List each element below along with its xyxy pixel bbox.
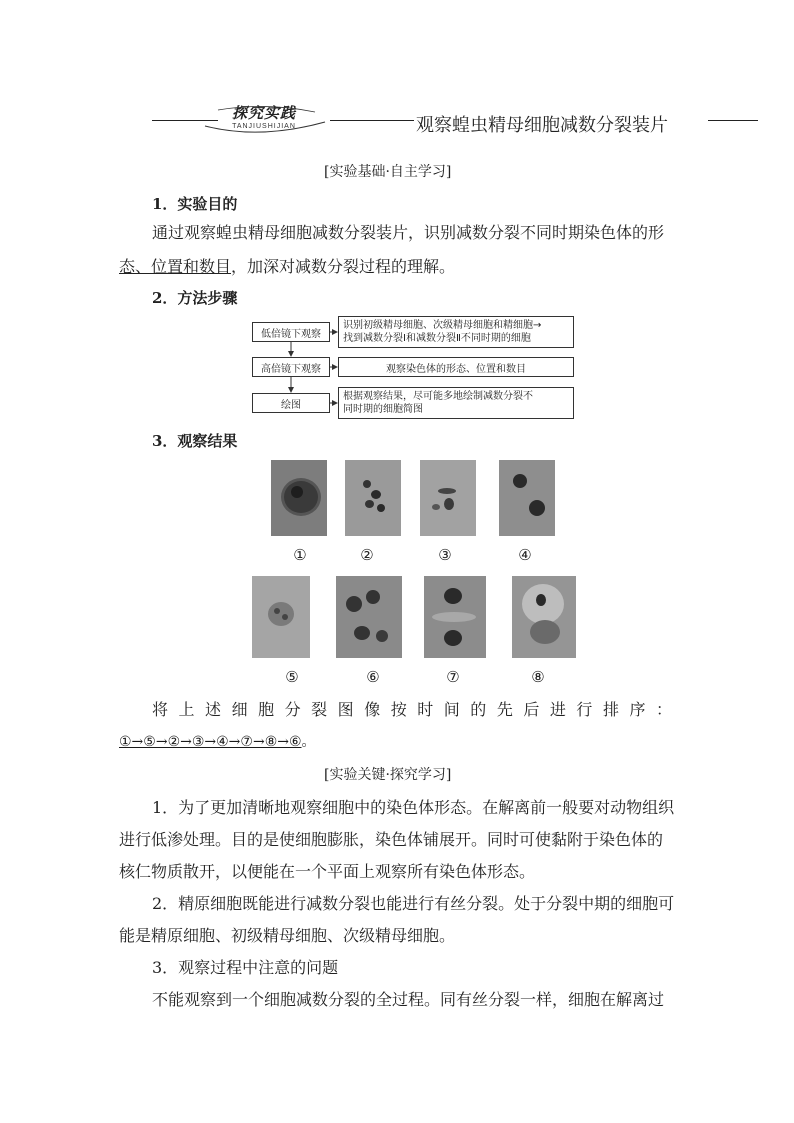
header-rule-right <box>708 120 758 121</box>
micrograph-1 <box>271 460 327 536</box>
micrograph-label-7: ⑦ <box>446 668 460 686</box>
purpose-text-part2: ，加深对减数分裂过程的理解。 <box>231 257 456 276</box>
flow-step-high-power: 高倍镜下观察 <box>252 357 330 377</box>
item-label-purpose: 1．实验目的 <box>152 195 238 213</box>
key-point-1-line1: 1．为了更加清晰地观察细胞中的染色体形态。在解离前一般要对动物组织 <box>152 798 675 817</box>
micrograph-6 <box>336 576 402 658</box>
badge-sub-text: TANJIUSHIJIAN <box>232 123 296 130</box>
key-point-2-line2: 能是精原细胞、初级精母细胞、次级精母细胞。 <box>119 926 456 945</box>
micrograph-label-6: ⑥ <box>366 668 380 686</box>
flow-detail-low-line2: 找到减数分裂Ⅰ和减数分裂Ⅱ不同时期的细胞 <box>343 333 531 344</box>
header-rule-middle <box>330 120 414 121</box>
purpose-text-line2 <box>119 250 455 284</box>
key-point-3-line2: 不能观察到一个细胞减数分裂的全过程。同有丝分裂一样，细胞在解离过 <box>152 990 665 1009</box>
flow-step-drawing: 绘图 <box>252 393 330 413</box>
micrograph-label-4: ④ <box>518 546 532 564</box>
section-heading-key-points: [实验关键·探究学习] <box>324 767 452 783</box>
ordering-end: 。 <box>301 734 316 750</box>
page-title: 观察蝗虫精母细胞减数分裂装片 <box>416 115 668 136</box>
flow-detail-draw-line1: 根据观察结果，尽可能多地绘制减数分裂不 <box>343 391 533 402</box>
flow-detail-drawing <box>338 387 574 419</box>
micrograph-label-1: ① <box>293 546 307 564</box>
flow-detail-high-power: 观察染色体的形态、位置和数目 <box>338 357 574 377</box>
micrograph-5 <box>252 576 310 658</box>
flow-detail-low-line1: 识别初级精母细胞、次级精母细胞和精细胞→ <box>343 320 542 331</box>
flow-step-low-power: 低倍镜下观察 <box>252 322 330 342</box>
key-point-1-line3: 核仁物质散开，以便能在一个平面上观察所有染色体形态。 <box>119 862 536 881</box>
flow-arrows <box>250 314 350 424</box>
badge-main-text: 探究实践 <box>231 104 296 122</box>
micrograph-label-8: ⑧ <box>531 668 545 686</box>
key-point-3-line1: 3．观察过程中注意的问题 <box>152 958 339 977</box>
item-label-results: 3．观察结果 <box>152 432 238 450</box>
purpose-text-part1: 通过观察蝗虫精母细胞减数分裂装片，识别减数分裂不同时期染色体的形 <box>152 223 665 242</box>
micrograph-3 <box>420 460 476 536</box>
micrograph-8 <box>512 576 576 658</box>
micrograph-label-5: ⑤ <box>285 668 299 686</box>
badge-swoosh <box>200 104 330 140</box>
ordering-answer-line <box>119 731 316 751</box>
micrograph-7 <box>424 576 486 658</box>
flow-detail-draw-line2: 同时期的细胞简图 <box>343 404 423 415</box>
key-point-2-line1: 2．精原细胞既能进行减数分裂也能进行有丝分裂。处于分裂中期的细胞可 <box>152 894 675 913</box>
micrograph-label-3: ③ <box>438 546 452 564</box>
purpose-underlined-text: 态、位置和数目 <box>119 257 232 276</box>
micrograph-label-2: ② <box>360 546 374 564</box>
section-heading-basics: [实验基础·自主学习] <box>324 164 452 180</box>
ordering-sentence: 将 上 述 细 胞 分 裂 图 像 按 时 间 的 先 后 进 行 排 序 ： <box>152 700 674 719</box>
key-point-1-line2: 进行低渗处理。目的是使细胞膨胀，染色体铺展开。同时可使黏附于染色体的 <box>119 830 664 849</box>
micrograph-4 <box>499 460 555 536</box>
item-label-method: 2．方法步骤 <box>152 289 238 307</box>
flow-detail-low-power <box>338 316 574 348</box>
purpose-text-line1 <box>152 216 664 250</box>
ordering-answer: ①→⑤→②→③→④→⑦→⑧→⑥ <box>119 734 302 750</box>
micrograph-2 <box>345 460 401 536</box>
